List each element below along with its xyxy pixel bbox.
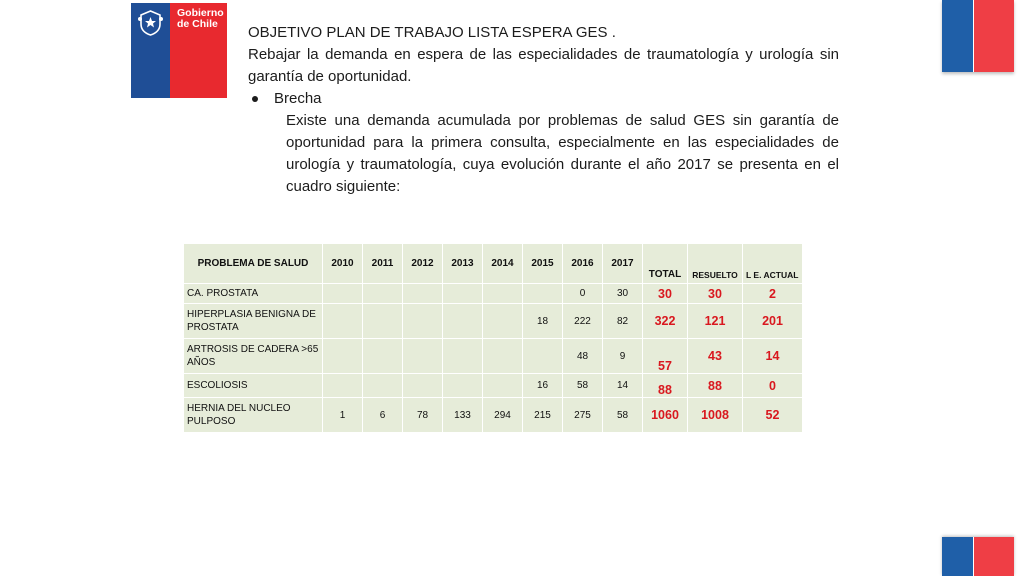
cell-actual: 201 bbox=[743, 304, 803, 339]
cell-value bbox=[483, 339, 523, 374]
cell-value bbox=[363, 284, 403, 304]
table-row bbox=[184, 398, 803, 433]
cell-value: 222 bbox=[563, 304, 603, 339]
cell-value: 275 bbox=[563, 398, 603, 433]
table-row bbox=[184, 374, 803, 398]
cell-total: 30 bbox=[643, 284, 688, 304]
cell-actual: 14 bbox=[743, 339, 803, 374]
gap-paragraph: Existe una demanda acumulada por problemas de salud GES sin garantía de oportunidad para la primera consulta, especialmente en las especialidades de urología y traumatología, cuya evolución durante el año 2017 se presenta en el cuadro siguiente: bbox=[286, 112, 839, 195]
cell-actual: 0 bbox=[743, 374, 803, 398]
cell-actual: 52 bbox=[743, 398, 803, 433]
cell-value: 1 bbox=[323, 398, 363, 433]
cell-value: 6 bbox=[363, 398, 403, 433]
cell-actual: 2 bbox=[743, 284, 803, 304]
cell-resuelto: 43 bbox=[688, 339, 743, 374]
cell-value bbox=[443, 339, 483, 374]
cell-value bbox=[403, 284, 443, 304]
header-cell: 2013 bbox=[443, 244, 483, 284]
decorative-flag-bottom bbox=[942, 537, 1014, 576]
cell-value: 9 bbox=[603, 339, 643, 374]
header-cell: 2014 bbox=[483, 244, 523, 284]
cell-name: ARTROSIS DE CADERA >65 AÑOS bbox=[184, 339, 323, 374]
cell-value: 0 bbox=[563, 284, 603, 304]
cell-value bbox=[323, 339, 363, 374]
cell-total: 322 bbox=[643, 304, 688, 339]
cell-value bbox=[443, 304, 483, 339]
bullet-item-brecha bbox=[248, 88, 839, 110]
bullet-label: Brecha bbox=[274, 90, 322, 107]
cell-value: 30 bbox=[603, 284, 643, 304]
bullet-icon bbox=[252, 96, 258, 102]
cell-value: 16 bbox=[523, 374, 563, 398]
cell-value: 82 bbox=[603, 304, 643, 339]
logo-line-1: Gobierno bbox=[177, 7, 224, 19]
cell-value: 78 bbox=[403, 398, 443, 433]
cell-value: 133 bbox=[443, 398, 483, 433]
cell-name: HERNIA DEL NUCLEO PULPOSO bbox=[184, 398, 323, 433]
cell-total: 88 bbox=[643, 374, 688, 398]
objective-title: OBJETIVO PLAN DE TRABAJO LISTA ESPERA GES . bbox=[248, 24, 616, 41]
cell-value: 215 bbox=[523, 398, 563, 433]
table-row bbox=[184, 339, 803, 374]
header-cell: PROBLEMA DE SALUD bbox=[184, 244, 323, 284]
header-cell: 2011 bbox=[363, 244, 403, 284]
cell-value: 48 bbox=[563, 339, 603, 374]
header-cell: 2016 bbox=[563, 244, 603, 284]
cell-resuelto: 1008 bbox=[688, 398, 743, 433]
header-cell: 2017 bbox=[603, 244, 643, 284]
cell-name: CA. PROSTATA bbox=[184, 284, 323, 304]
cell-value bbox=[443, 374, 483, 398]
cell-name: HIPERPLASIA BENIGNA DE PROSTATA bbox=[184, 304, 323, 339]
logo-line-2: de Chile bbox=[177, 18, 218, 30]
cell-name: ESCOLIOSIS bbox=[184, 374, 323, 398]
cell-value bbox=[483, 284, 523, 304]
cell-value bbox=[403, 304, 443, 339]
cell-value bbox=[363, 304, 403, 339]
waitlist-table bbox=[183, 243, 802, 433]
table-row bbox=[184, 284, 803, 304]
header-cell: 2015 bbox=[523, 244, 563, 284]
cell-value bbox=[443, 284, 483, 304]
cell-value bbox=[483, 374, 523, 398]
decorative-flag-top bbox=[942, 0, 1014, 72]
gobierno-de-chile-logo bbox=[131, 3, 227, 98]
table-row bbox=[184, 304, 803, 339]
cell-value bbox=[323, 304, 363, 339]
header-cell: L E. ACTUAL bbox=[743, 244, 803, 284]
cell-value bbox=[483, 304, 523, 339]
cell-resuelto: 30 bbox=[688, 284, 743, 304]
objective-text-block bbox=[248, 22, 839, 198]
cell-value bbox=[323, 374, 363, 398]
header-cell: 2010 bbox=[323, 244, 363, 284]
cell-value bbox=[523, 339, 563, 374]
chile-coat-of-arms-icon bbox=[137, 9, 164, 37]
cell-value bbox=[403, 374, 443, 398]
cell-value bbox=[523, 284, 563, 304]
header-cell: TOTAL bbox=[643, 244, 688, 284]
cell-value: 14 bbox=[603, 374, 643, 398]
cell-value: 294 bbox=[483, 398, 523, 433]
table-header-row bbox=[184, 244, 803, 284]
cell-value: 58 bbox=[563, 374, 603, 398]
cell-total: 1060 bbox=[643, 398, 688, 433]
cell-value bbox=[403, 339, 443, 374]
header-cell: RESUELTO bbox=[688, 244, 743, 284]
cell-resuelto: 88 bbox=[688, 374, 743, 398]
cell-value bbox=[323, 284, 363, 304]
objective-paragraph: Rebajar la demanda en espera de las especialidades de traumatología y urología sin garantía de oportunidad. bbox=[248, 46, 839, 85]
header-cell: 2012 bbox=[403, 244, 443, 284]
cell-value: 18 bbox=[523, 304, 563, 339]
cell-resuelto: 121 bbox=[688, 304, 743, 339]
cell-value: 58 bbox=[603, 398, 643, 433]
cell-total: 57 bbox=[643, 339, 688, 374]
cell-value bbox=[363, 374, 403, 398]
cell-value bbox=[363, 339, 403, 374]
